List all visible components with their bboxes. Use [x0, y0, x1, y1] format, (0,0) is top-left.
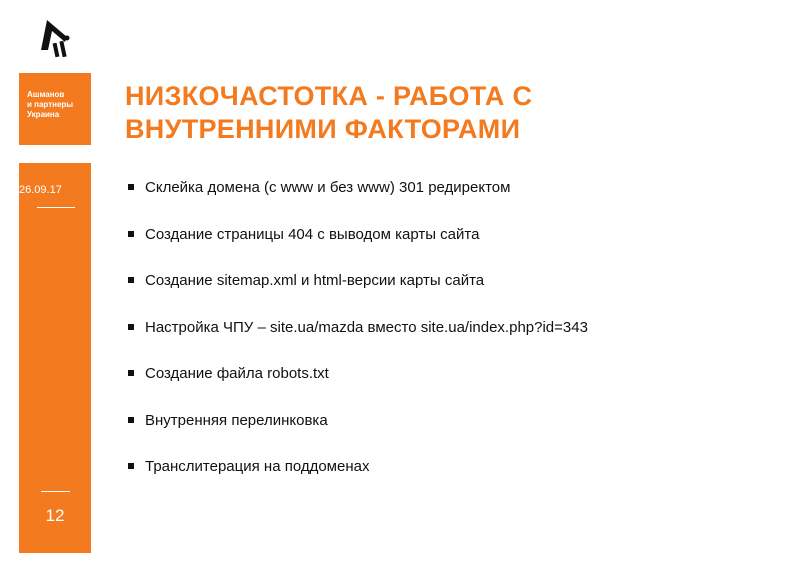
slide-title-line: НИЗКОЧАСТОТКА - РАБОТА С — [125, 81, 533, 111]
slide-date: 26.09.17 — [19, 184, 62, 196]
bullet-item — [128, 271, 588, 318]
date-divider — [37, 207, 75, 208]
cursor-a-logo-icon — [36, 16, 76, 62]
bullet-item — [128, 318, 588, 365]
bullet-item — [128, 364, 588, 411]
brand-line: и партнеры — [27, 100, 74, 109]
bullet-text: Создание sitemap.xml и html-версии карты сайта — [145, 272, 485, 289]
bullet-text: Создание страницы 404 с выводом карты сайта — [145, 225, 480, 243]
slide-title — [125, 80, 725, 146]
bullet-item — [128, 457, 588, 504]
brand-line: Украина — [27, 110, 60, 119]
bullet-square-icon — [128, 231, 134, 237]
sidebar-panel — [19, 163, 91, 553]
bullet-text: Настройка ЧПУ – site.ua/mazda вместо site.ua/index.php?id=343 — [145, 318, 588, 336]
bullet-square-icon — [128, 463, 134, 469]
bullet-text: Склейка домена (с www и без www) 301 редиректом — [145, 179, 511, 196]
bullet-item — [128, 411, 588, 458]
bullet-list — [128, 178, 588, 504]
bullet-text: Создание файла robots.txt — [145, 365, 329, 382]
bullet-square-icon — [128, 277, 134, 283]
bullet-square-icon — [128, 370, 134, 376]
number-divider — [41, 491, 70, 492]
bullet-square-icon — [128, 184, 134, 190]
bullet-square-icon — [128, 324, 134, 330]
brand-line: Ашманов — [27, 90, 65, 99]
bullet-item — [128, 225, 588, 272]
bullet-text: Внутренняя перелинковка — [145, 411, 328, 429]
slide-title-line: ВНУТРЕННИМИ ФАКТОРАМИ — [125, 114, 521, 144]
brand-block — [19, 73, 91, 145]
bullet-square-icon — [128, 417, 134, 423]
bullet-item — [128, 178, 588, 225]
bullet-text: Транслитерация на поддоменах — [145, 458, 370, 475]
slide-number: 12 — [45, 506, 65, 525]
